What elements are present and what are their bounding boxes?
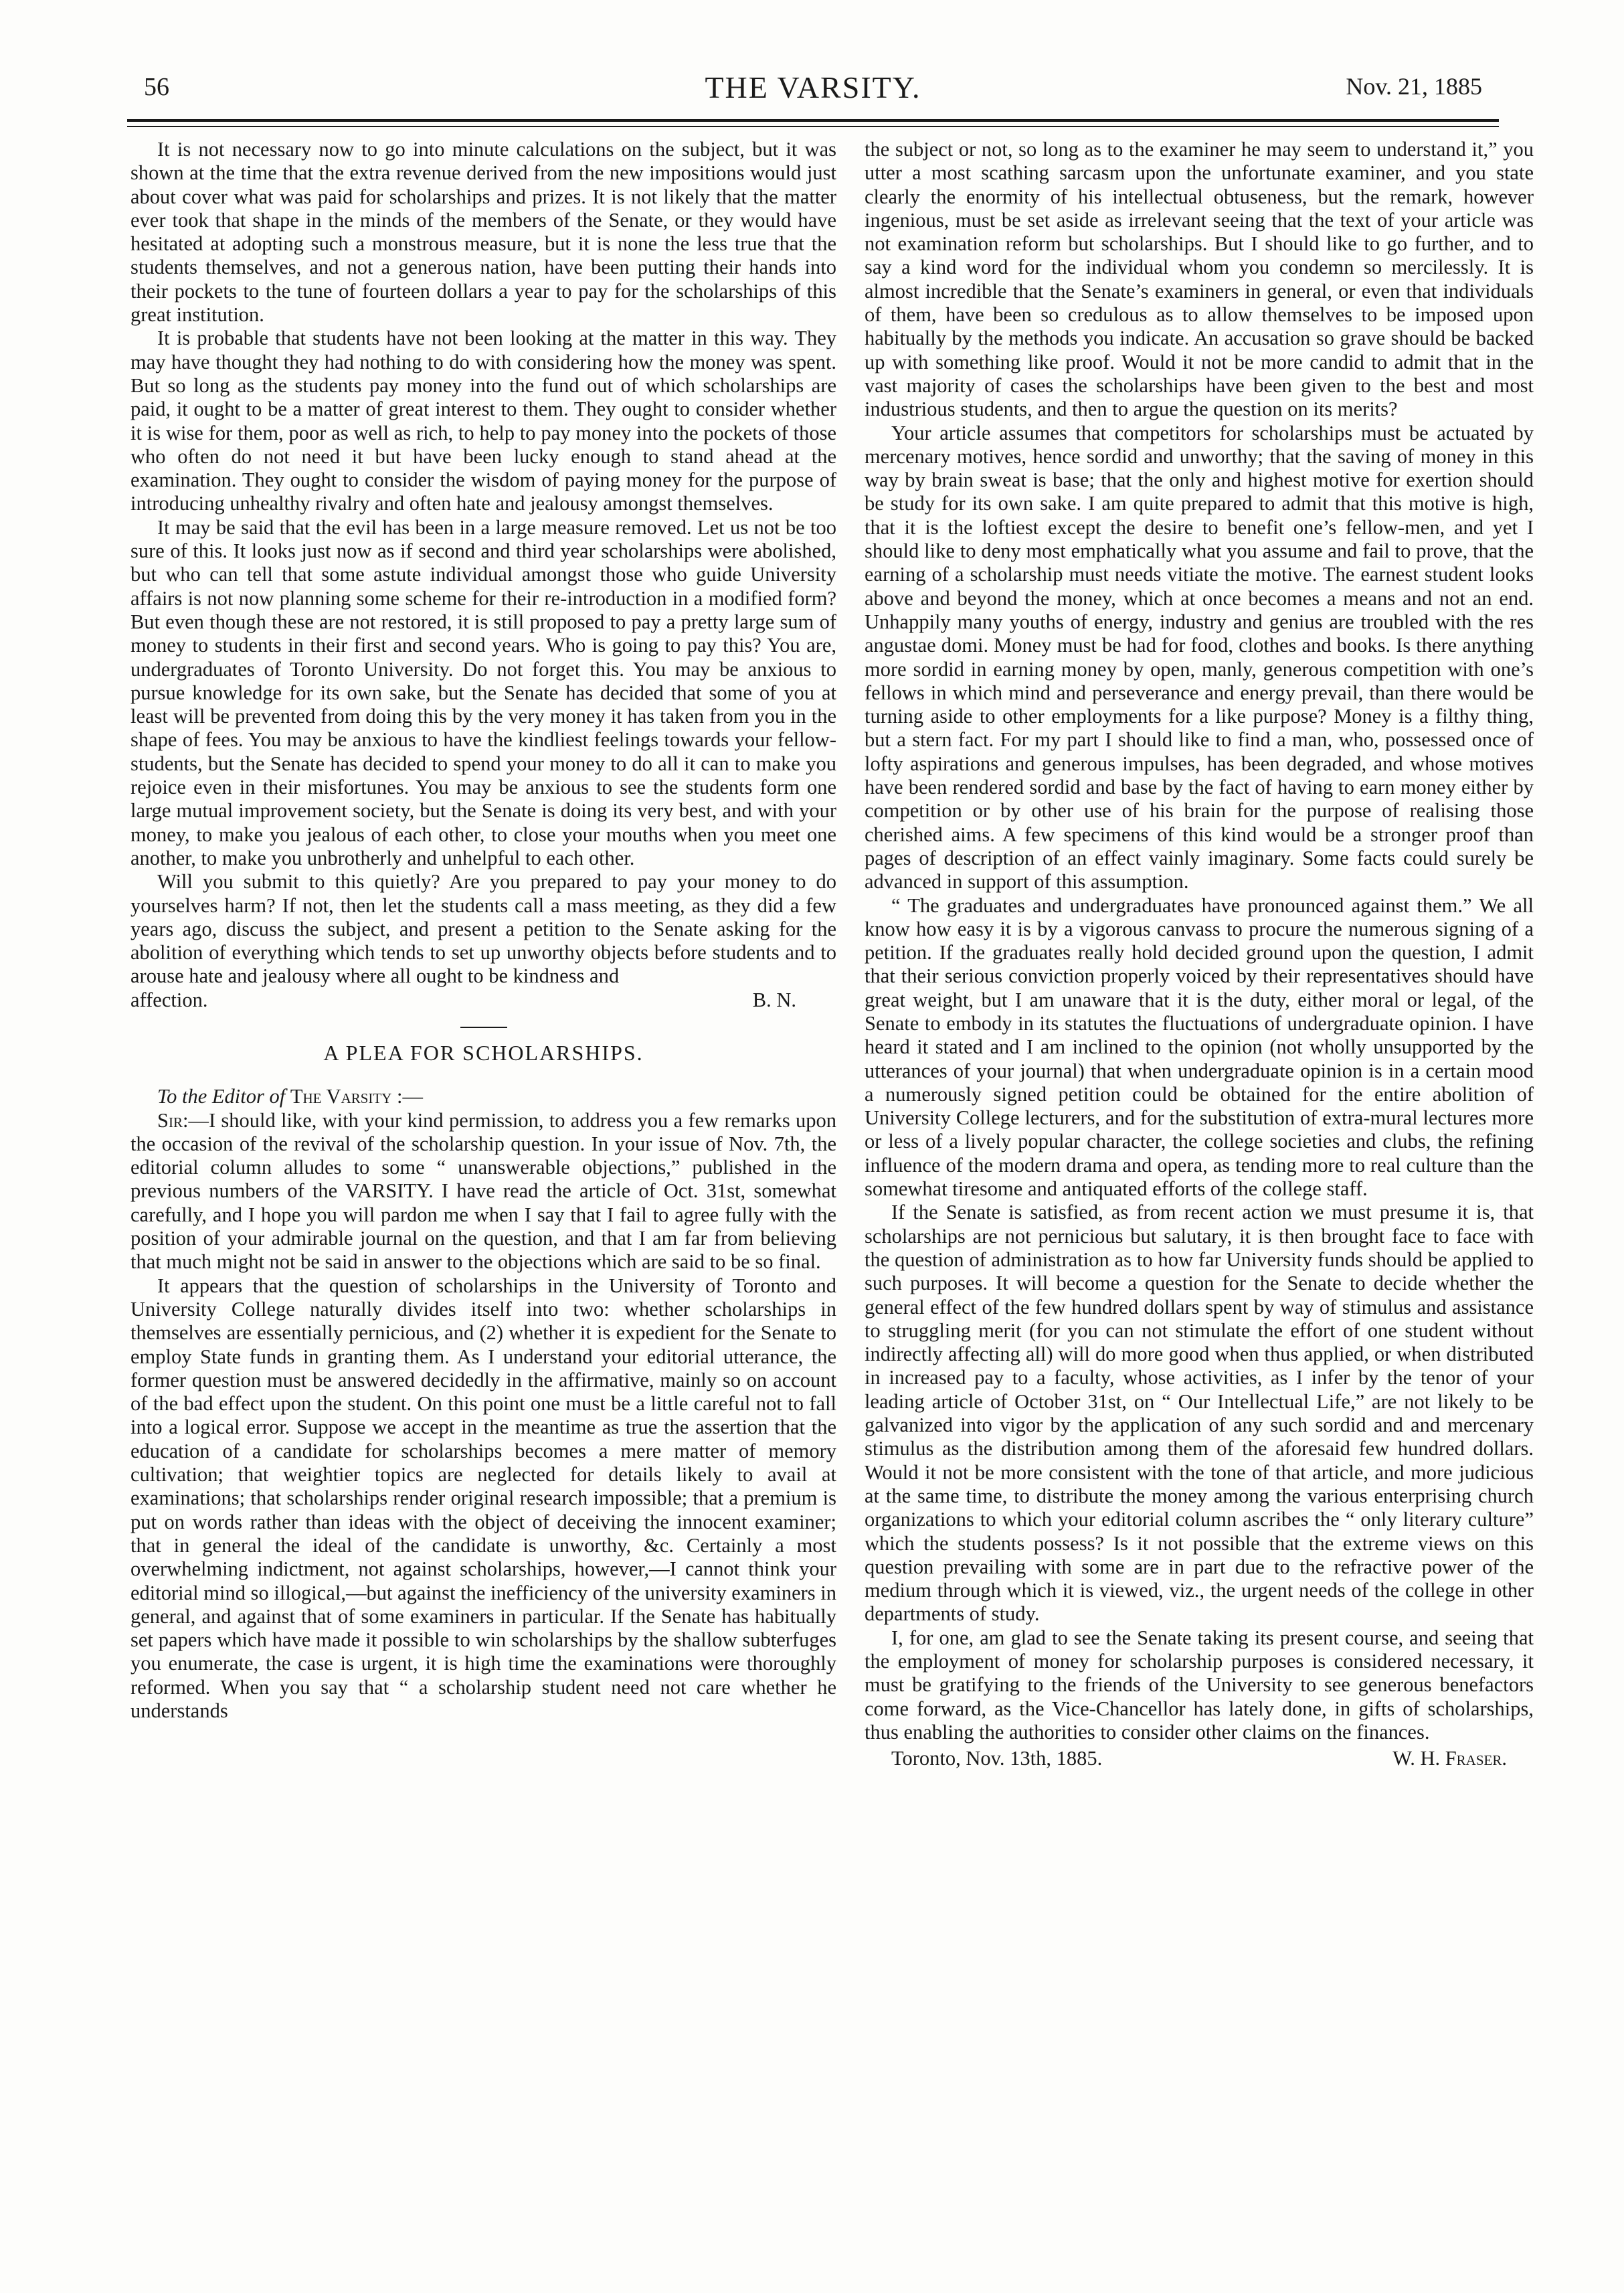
publication-title: THE VARSITY. (705, 70, 921, 104)
issue-date: Nov. 21, 1885 (1346, 73, 1482, 100)
article-heading: A PLEA FOR SCHOLARSHIPS. (323, 1040, 644, 1065)
header-rule-thick (127, 119, 1499, 122)
salutation-prefix: To the Editor of (157, 1085, 286, 1108)
paragraph: It appears that the question of scholarships in the University of Toronto and University College naturally divides itself into two: whether scholarships in themselves are essentially pernicious, and (2) whether it is expedient for the Senate to employ State funds in granting them. As I understand your editorial utterance, the former question must be answered decidedly in the affirmative, mainly so on account of the bad effect upon the student. On this point one must be a little careful not to fall into a logical error. Suppose we accept in the meantime as true the assertion that the education of a candidate for scholarships becomes a mere matter of memory cultivation; that weightier topics are neglected for details likely to avail at examinations; that scholarships render original research impossible; that a premium is put on words rather than ideas with the object of deceiving the innocent examiner; that in general the ideal of the candidate is unworthy, &c. Certainly a most overwhelming indictment, not against scholarships, however,—I cannot think your editorial mind so illogical,—but against the inefficiency of the university examiners in general, and against that of some examiners in particular. If the Senate has habitually set papers which have made it possible to win scholarships by the shallow subterfuges you enumerate, the case is urgent, it is high time the examinations were thoroughly reformed. When you say that “ a scholarship student need not care whether he understands (130, 1274, 836, 1722)
paragraph: It may be said that the evil has been in a large measure removed. Let us not be too sure of this. It looks just now as if second and third year scholarships were abolished, but who can tell that some astute individual amongst those who guide University affairs is not now planning some scheme for their re-introduction in a modified form? But even though these are not restored, it is still proposed to pay a pretty large sum of money to students in their first and second years. Who is going to pay this? You are, undergraduates of Toronto University. Do not forget this. You may be anxious to pursue knowledge for its own sake, but the Senate has decided that some of you at least will be prevented from doing this by the very money it has taken from you in the shape of fees. You may be anxious to have the kindliest feelings towards your fellow-students, but the Senate has decided to spend your money to do all it can to make you rejoice even in their misfortunes. You may be anxious to see the students form one large mutual improvement society, but the Senate is doing its very best, and with your money, to make you jealous of each other, to close your mouths when you meet one another, to make you unbrotherly and unhelpful to each other. (130, 515, 836, 869)
closing-author: W. H. Fraser. (1392, 1747, 1507, 1770)
header-rule-thin (127, 126, 1499, 127)
right-column (865, 138, 1534, 1770)
left-column (130, 138, 836, 1723)
salutation-name: The Varsity :— (290, 1085, 424, 1108)
signature-row (130, 989, 836, 1012)
section-divider (460, 1027, 507, 1028)
paragraph: I, for one, am glad to see the Senate taking its present course, and seeing that the employment of money for scholarship purposes is considered necessary, it must be gratifying to the friends of the University to see generous benefactors come forward, as the Vice-Chancellor has lately done, in gifts of scholarships, thus enabling the authorities to consider other claims on the finances. (865, 1626, 1534, 1744)
paragraph-end: affection. (130, 988, 208, 1011)
signature: B. N. (752, 988, 796, 1011)
paragraph (130, 1109, 836, 1274)
paragraph: It is not necessary now to go into minute calculations on the subject, but it was shown at the time that the extra revenue derived from the new impositions would just about cover what was paid for scholarships and prizes. It is not likely that the matter ever took that shape in the minds of the members of the Senate, or they would have hesitated at adopting such a monstrous measure, but it is none the less true that the students themselves, and not a generous nation, have been putting their hands into their pockets to the tune of fourteen dollars a year to pay for the scholarships of this great institution. (130, 138, 836, 327)
letter-closing (865, 1747, 1534, 1770)
paragraph: “ The graduates and undergraduates have pronounced against them.” We all know how easy it is by a vigorous canvass to procure the numerous signing of a petition. If the graduates really hold decided ground upon the question, I admit that their serious conviction properly voiced by their representatives should have great weight, but I am unaware that it is the duty, either moral or legal, of the Senate to embody in its statutes the fluctuations of undergraduate opinion. I have heard it stated and I am inclined to the opinion (not wholly unsupported by the utterances of your journal) that when undergraduate opinion is in a certain mood a numerously signed petition could be obtained for the entire abolition of University College lecturers, and for the substitution of extra-mural lectures more or less of a lively popular character, the college societies and clubs, the refining influence of the modern drama and opera, as tending more to real culture than the somewhat tiresome and antiquated efforts of the college staff. (865, 894, 1534, 1201)
salutation-lead: Sir (157, 1108, 183, 1132)
paragraph: If the Senate is satisfied, as from recent action we must presume it is, that scholarships are not pernicious but salutary, it is then brought face to face with the question of administration as to how far University funds should be applied to such purposes. It will become a question for the Senate to decide whether the general effect of the few hundred dollars spent by way of stimulus and assistance to struggling merit (for you can not stimulate the effort of one student without indirectly affecting all) will do more good when thus applied, or when distributed in increased pay to a faculty, whose activities, as I infer by the tenor of your leading article of October 31st, on “ Our Intellectual Life,” are not likely to be galvanized into vigor by the application of any such sordid and and mercenary stimulus as the distribution among them of the aforesaid few hundred dollars. Would it not be more consistent with the tone of that article, and more judicious at the same time, to distribute the money among the various enterprising church organizations to which your editorial column ascribes the “ only literary culture” which the students possess? Is it not possible that the extreme views on this question prevailing with some are in part due to the refractive power of the medium through which it is viewed, viz., the urgent needs of the college in other departments of study. (865, 1201, 1534, 1626)
paragraph-text: :—I should like, with your kind permission, to address you a few remarks upon the occasion of the revival of the scholarship question. In your issue of Nov. 7th, the editorial column alludes to some “ unanswerable objections,” published in the previous numbers of the VARSITY. I have read the article of Oct. 31st, somewhat carefully, and I hope you will pardon me when I say that I fail to agree fully with the position of your admirable journal on the question, and that I am far from believing that much might not be said in answer to the objections which are said to be so final. (130, 1108, 836, 1274)
paragraph: It is probable that students have not been looking at the matter in this way. They may have thought they had nothing to do with considering how the money was spent. But so long as the students pay money into the fund out of which scholarships are paid, it ought to be a matter of great interest to them. They ought to consider whether it is wise for them, poor as well as rich, to help to pay money into the pockets of those who often do not need it but have been lucky enough to stand ahead at the examination. They ought to consider the wisdom of paying money for the purpose of introducing unhealthy rivalry and often hate and jealousy amongst themselves. (130, 327, 836, 515)
paragraph: Your article assumes that competitors for scholarships must be actuated by mercenary motives, hence sordid and unworthy; that the saving of money in this way by brain sweat is base; that the only and highest motive for exertion should be study for its own sake. I am quite prepared to admit that this motive is high, that it is the loftiest except the desire to benefit one’s fellow-men, and yet I should like to deny most emphatically what you assume and fail to prove, that the earning of a scholarship must needs vitiate the motive. The earnest student looks above and beyond the money, which at once becomes a means and not an end. Unhappily many youths of energy, industry and genius are troubled with the res angustae domi. Money must be had for food, clothes and books. Is there anything more sordid in earning money by open, manly, generous competition with one’s fellows in which mind and perseverance and energy prevail, than there would be turning aside to other employments for a like purpose? Money is a filthy thing, but a stern fact. For my part I should like to find a man, who, possessed once of lofty aspirations and generous impulses, has been degraded, and whose motives have been rendered sordid and base by the fact of having to earn money either by competition or by other use of his brain for the purpose of realising those cherished aims. A few specimens of this kind would be a stronger proof than pages of description of an effect vainly imaginary. Some facts could surely be advanced in support of this assumption. (865, 421, 1534, 894)
masthead (144, 72, 1482, 112)
page-number: 56 (144, 73, 169, 101)
paragraph: Will you submit to this quietly? Are you prepared to pay your money to do yourselves harm? If not, then let the students call a mass meeting, as they did a few years ago, discuss the subject, and present a petition to the Senate asking for the abolition of everything which tends to set up unworthy objects before students and to arouse hate and jealousy where all ought to be kindness and (130, 870, 836, 988)
paragraph: the subject or not, so long as to the examiner he may seem to understand it,” you utter a most scathing sarcasm upon the unfortunate examiner, and you state clearly the enormity of his intellectual obtuseness, but the remark, however ingenious, must be set aside as irrelevant seeing that the text of your article was not examination reform but scholarships. But I should like to go further, and to say a kind word for the individual whom you condemn so mercilessly. It is almost incredible that the Senate’s examiners in general, or even that individuals of them, have been so credulous as to allow themselves to be imposed upon habitually by the methods you indicate. An accusation so grave should be backed up with something like proof. Would it not be more candid to admit that in the vast majority of cases the scholarships have been given to the best and most industrious students, and then to argue the question on its merits? (865, 138, 1534, 421)
closing-place-date: Toronto, Nov. 13th, 1885. (891, 1747, 1103, 1770)
salutation (130, 1085, 836, 1108)
